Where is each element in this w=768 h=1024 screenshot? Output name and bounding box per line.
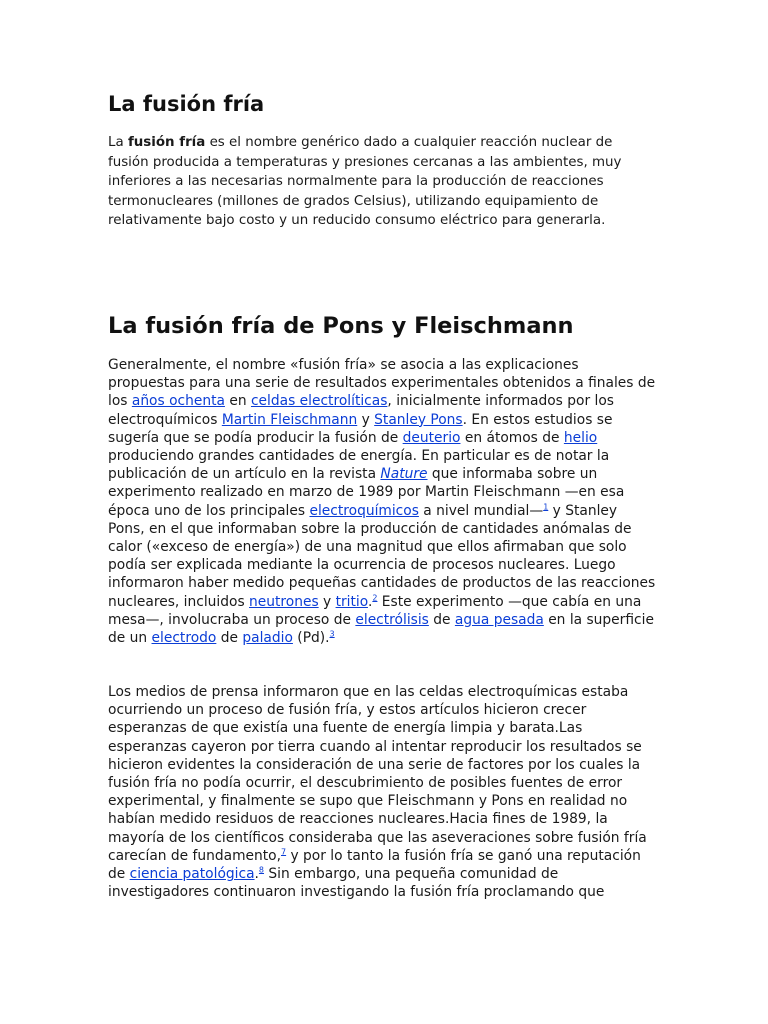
intro-bold-term: fusión fría	[127, 135, 206, 150]
text: (Pd).	[292, 630, 330, 647]
intro-lead-text: La	[108, 135, 128, 150]
footnote-link-7[interactable]: 7	[281, 847, 287, 857]
footnote-link-2[interactable]: 2	[372, 593, 378, 603]
text: y Stanley Pons, en el que informaban sobre la producción de cantidades anómalas de calor («exceso de energía») de una magnitud que ellos afirmaban que solo podía ser explicada mediante la ocurrencia de procesos nucleares. Luego informaron haber medido pequeñas cantidades de productos de las reacciones nucleares, incluidos	[108, 502, 656, 610]
text: y	[318, 593, 336, 610]
link-deuterio[interactable]: deuterio	[402, 429, 461, 446]
text: Los medios de prensa informaron que en las celdas electroquímicas estaba ocurriendo un proceso de fusión fría, y estos artículos hicieron crecer esperanzas de que existía una fuente de energía limpia y barata.Las esperanzas cayeron por tierra cuando al intentar reproducir los resultados se hicieron evidentes la consideración de una serie de factores por los cuales la fusión fría no podía ocurrir, el descubrimiento de posibles fuentes de error experimental, y finalmente se supo que Fleischmann y Pons en realidad no habían medido residuos de reacciones nucleares.Hacia fines de 1989, la mayoría de los científicos consideraba que las aseveraciones sobre fusión fría carecían de fundamento,	[108, 684, 647, 864]
paragraph-pons-fleischmann	[108, 356, 656, 647]
link-paladio[interactable]: paladio	[242, 630, 293, 647]
footnote-link-1[interactable]: 1	[543, 502, 549, 512]
text: a nivel mundial—	[418, 502, 544, 519]
text: y	[357, 411, 375, 428]
link-electroquimicos[interactable]: electroquímicos	[309, 502, 419, 519]
text: que informaba sobre un experimento realizado en marzo de 1989 por Martin Fleischmann —en esa época uno de los principales	[108, 466, 625, 519]
text: en átomos de	[460, 429, 564, 446]
text: , inicialmente informados por los electroquímicos	[108, 393, 614, 428]
link-tritio[interactable]: tritio	[335, 593, 368, 610]
section-title-fusion-fria: La fusión fría	[108, 92, 265, 116]
link-helio[interactable]: helio	[563, 429, 598, 446]
link-martin-fleischmann[interactable]: Martin Fleischmann	[221, 411, 358, 428]
text: de	[216, 630, 243, 647]
intro-rest-text: es el nombre genérico dado a cualquier reacción nuclear de fusión producida a temperaturas y presiones cercanas a las ambientes, muy inferiores a las necesarias normalmente para la producción de reacciones termonucleares (millones de grados Celsius), utilizando equipamiento de relativamente bajo costo y un reducido consumo eléctrico para generarla.	[108, 135, 622, 228]
text: . En estos estudios se sugería que se podía producir la fusión de	[108, 411, 613, 446]
text: en	[224, 393, 251, 410]
intro-paragraph	[108, 133, 656, 231]
link-electrolisis[interactable]: electrólisis	[355, 611, 429, 628]
link-anos-ochenta[interactable]: años ochenta	[131, 393, 225, 410]
text: Generalmente, el nombre «fusión fría» se asocia a las explicaciones propuestas para una serie de resultados experimentales obtenidos a finales de los	[108, 357, 656, 410]
link-stanley-pons[interactable]: Stanley Pons	[374, 411, 463, 428]
footnote-link-3[interactable]: 3	[329, 629, 335, 639]
text: Este experimento —que cabía en una mesa—, involucraba un proceso de	[108, 593, 642, 628]
text: y por lo tanto la fusión fría se ganó una reputación de	[108, 847, 641, 883]
footnote-link-8[interactable]: 8	[258, 865, 265, 875]
section-title-pons-fleischmann: La fusión fría de Pons y Fleischmann	[108, 313, 574, 339]
text: .	[254, 866, 259, 883]
link-celdas-electroliticas[interactable]: celdas electrolíticas	[250, 393, 388, 410]
paragraph-prensa	[108, 683, 656, 901]
text: .	[367, 593, 373, 610]
text: Sin embargo, una pequeña comunidad de investigadores continuaron investigando la fusión fría proclamando que	[108, 866, 605, 901]
text: produciendo grandes cantidades de energía. En particular es de notar la publicación de un artículo en la revista	[108, 448, 610, 483]
link-agua-pesada[interactable]: agua pesada	[454, 611, 544, 628]
text: de	[428, 611, 455, 628]
link-nature[interactable]: Nature	[380, 466, 428, 483]
link-neutrones[interactable]: neutrones	[249, 593, 319, 610]
link-electrodo[interactable]: electrodo	[151, 630, 217, 647]
text: en la superficie de un	[108, 611, 654, 647]
link-ciencia-patologica[interactable]: ciencia patológica	[129, 866, 255, 883]
footnote-ref[interactable]	[330, 629, 335, 638]
